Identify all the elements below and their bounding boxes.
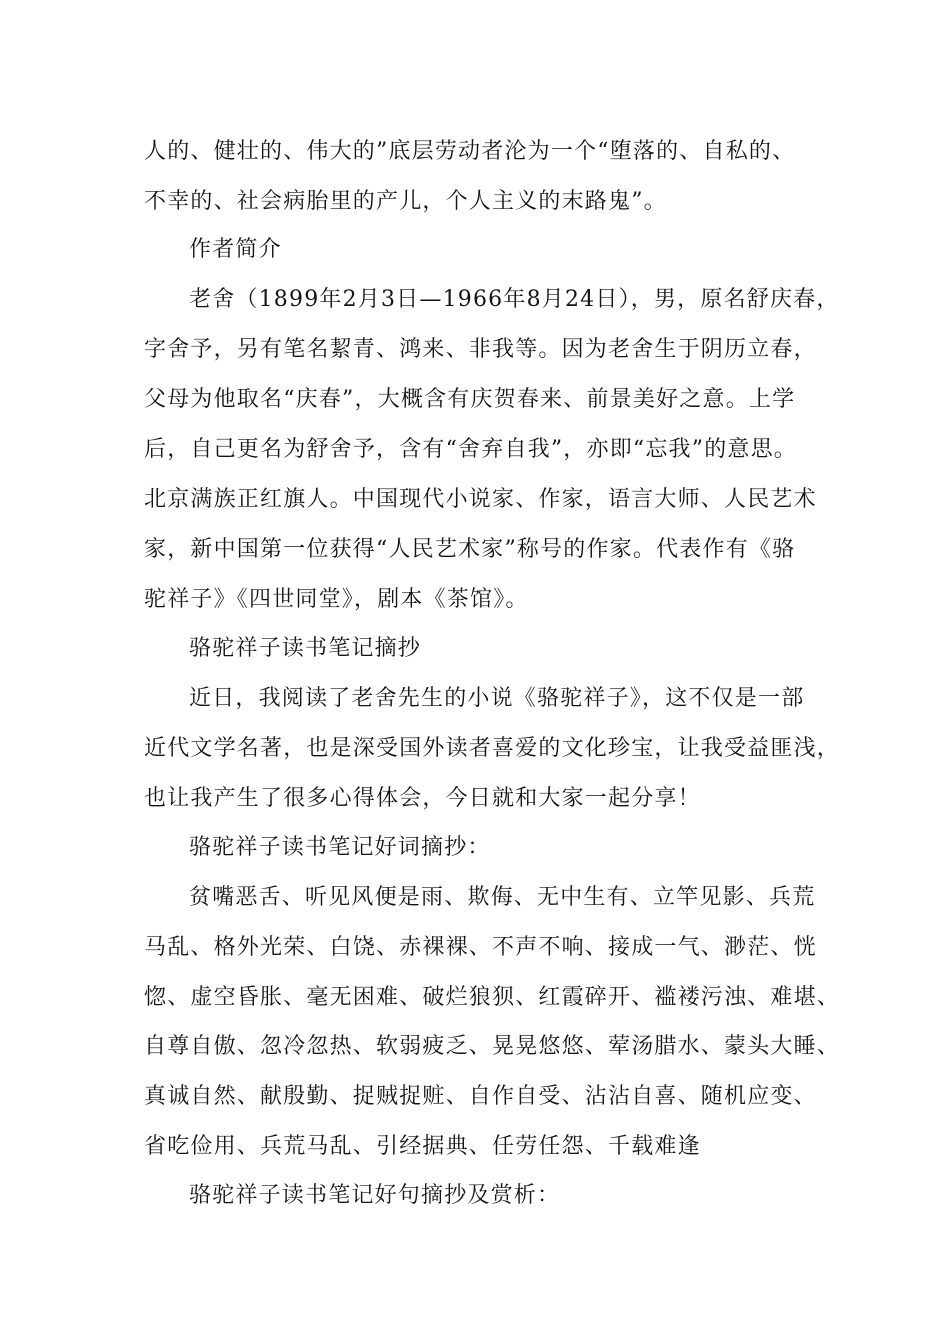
- text-line: 马乱、格外光荣、白饶、赤裸裸、不声不响、接成一气、渺茫、恍: [144, 935, 817, 960]
- text-line: 父母为他取名“庆春”，大概含有庆贺春来、前景美好之意。上学: [144, 387, 796, 412]
- text-line: 近代文学名著，也是深受国外读者喜爱的文化珍宝，让我受益匪浅，: [144, 736, 841, 761]
- text-line: 也让我产生了很多心得体会，今日就和大家一起分享！: [144, 786, 701, 811]
- text-line: 人的、健壮的、伟大的”底层劳动者沦为一个“堕落的、自私的、: [144, 139, 796, 164]
- section-heading: 骆驼祥子读书笔记摘抄: [189, 636, 422, 661]
- text-line: 老舍（1899年2月3日—1966年8月24日），男，原名舒庆春，: [189, 287, 840, 312]
- text-line: 贫嘴恶舌、听见风便是雨、欺侮、无中生有、立竿见影、兵荒: [189, 885, 816, 910]
- section-heading: 作者简介: [189, 237, 282, 262]
- text-line: 近日，我阅读了老舍先生的小说《骆驼祥子》，这不仅是一部: [189, 686, 805, 711]
- text-line: 驼祥子》《四世同堂》，剧本《茶馆》。: [144, 587, 529, 612]
- text-line: 不幸的、社会病胎里的产儿，个人主义的末路鬼”。: [144, 189, 667, 214]
- text-line: 家，新中国第一位获得“人民艺术家”称号的作家。代表作有《骆: [144, 537, 796, 562]
- text-line: 字舍予，另有笔名絜青、鸿来、非我等。因为老舍生于阴历立春，: [144, 337, 817, 362]
- text-line: 真诚自然、献殷勤、捉贼捉赃、自作自受、沾沾自喜、随机应变、: [144, 1084, 817, 1109]
- section-heading: 骆驼祥子读书笔记好句摘抄及赏析：: [189, 1183, 561, 1208]
- text-line: 省吃俭用、兵荒马乱、引经据典、任劳任怨、千载难逢: [144, 1134, 701, 1159]
- text-line: 惚、虚空昏胀、毫无困难、破烂狼狈、红霞碎开、褴褛污浊、难堪、: [144, 985, 841, 1010]
- section-heading: 骆驼祥子读书笔记好词摘抄：: [189, 835, 491, 860]
- text-line: 后，自己更名为舒舍予，含有“舍弃自我”，亦即“忘我”的意思。: [144, 437, 797, 462]
- text-line: 自尊自傲、忽冷忽热、软弱疲乏、晃晃悠悠、荤汤腊水、蒙头大睡、: [144, 1034, 841, 1059]
- text-line: 北京满族正红旗人。中国现代小说家、作家，语言大师、人民艺术: [144, 487, 817, 512]
